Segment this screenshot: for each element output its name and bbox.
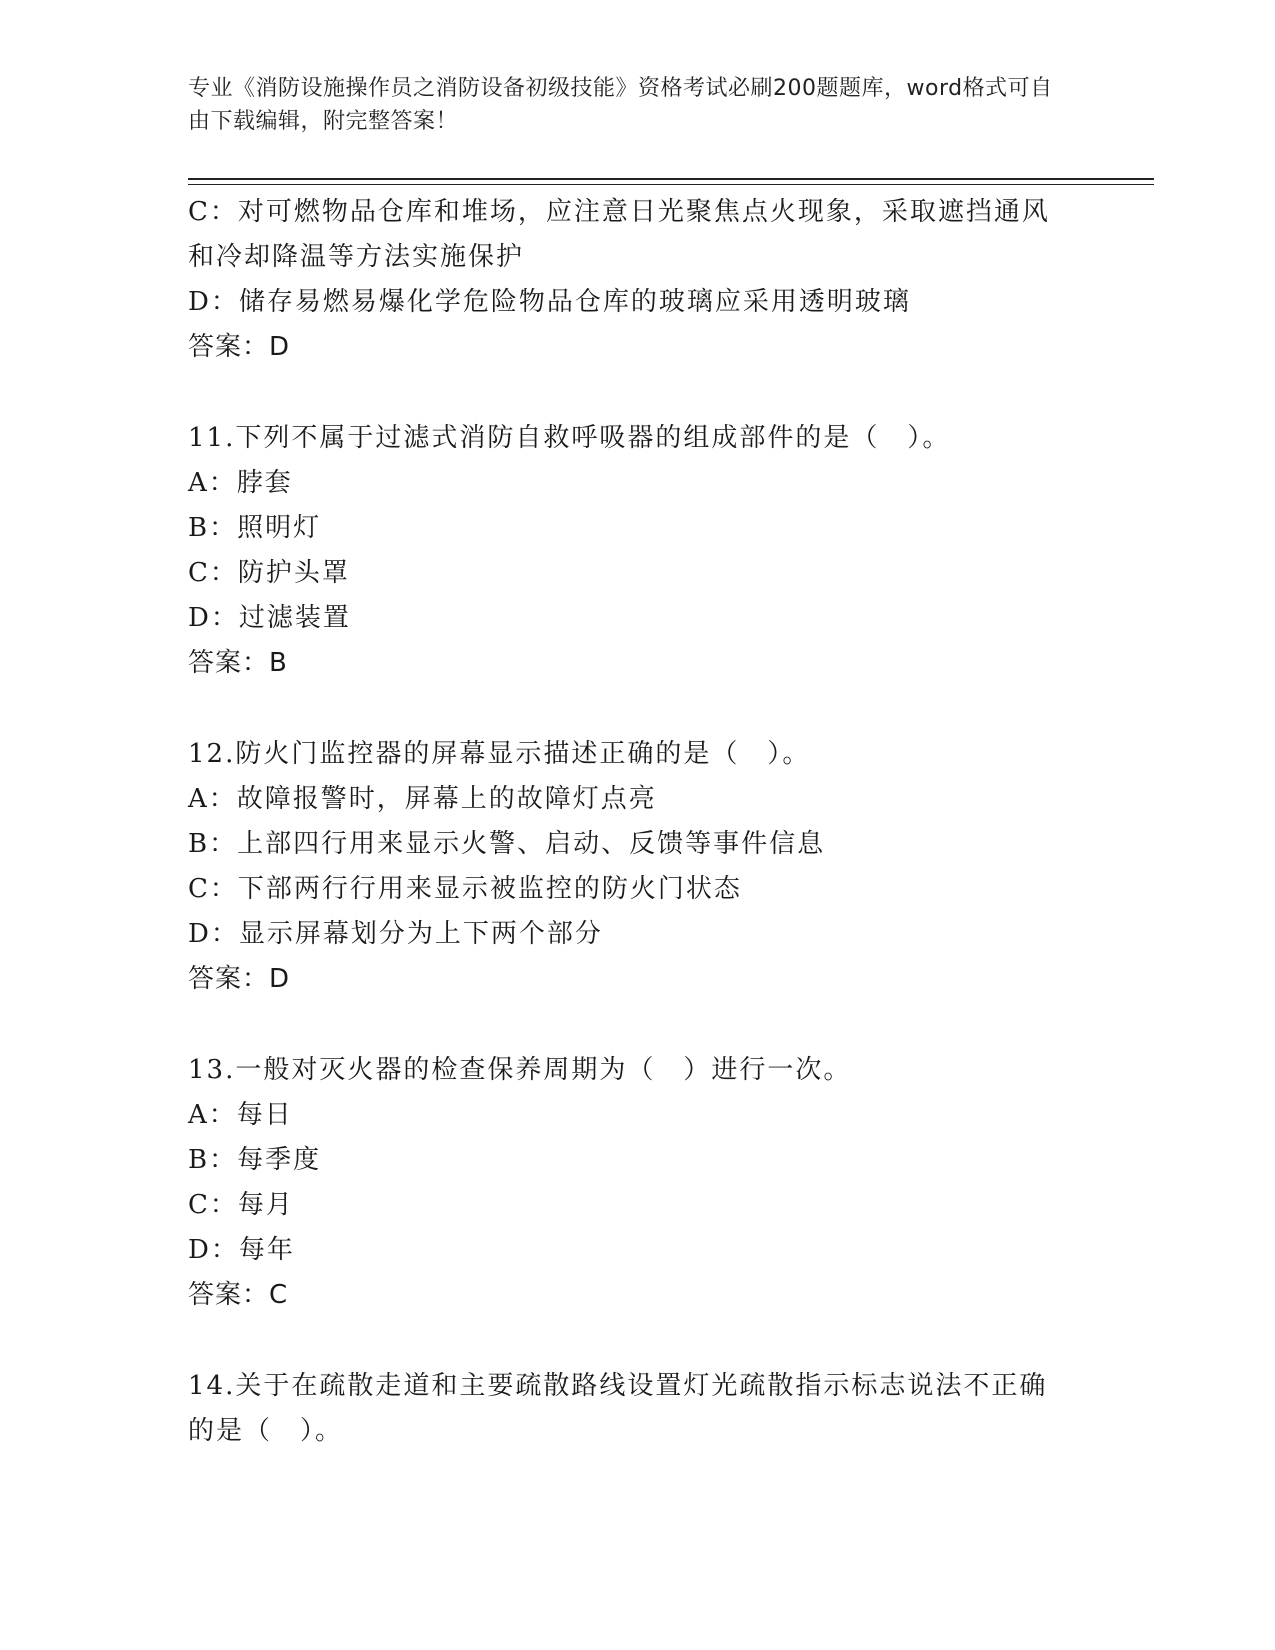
question-stem: 13.一般对灭火器的检查保养周期为（ ）进行一次。 <box>188 1055 852 1085</box>
question-14 <box>188 1364 1088 1454</box>
answer-line: 答案：C <box>188 1280 289 1310</box>
question-stem: 11.下列不属于过滤式消防自救呼吸器的组成部件的是（ ）。 <box>188 423 951 453</box>
option-b: B：每季度 <box>188 1145 322 1175</box>
header-divider-thin <box>188 184 1154 185</box>
option-d: D：每年 <box>188 1235 295 1265</box>
document-header: 专业《消防设施操作员之消防设备初级技能》资格考试必刷200题题库，word格式可自由下载编辑，附完整答案！ <box>188 76 1053 134</box>
option-d: D：显示屏幕划分为上下两个部分 <box>188 919 603 949</box>
question-stem: 14.关于在疏散走道和主要疏散路线设置灯光疏散指示标志说法不正确的是（ ）。 <box>188 1371 1048 1446</box>
option-d: D：储存易燃易爆化学危险物品仓库的玻璃应采用透明玻璃 <box>188 287 911 317</box>
answer-line: 答案：D <box>188 332 291 362</box>
answer-line: 答案：B <box>188 648 288 678</box>
option-c: C：每月 <box>188 1190 294 1220</box>
option-c: C：对可燃物品仓库和堆场，应注意日光聚焦点火现象，采取遮挡通风和冷却降温等方法实施保护 <box>188 197 1050 272</box>
option-c: C：防护头罩 <box>188 558 350 588</box>
question-12 <box>188 732 1088 1002</box>
option-a: A：每日 <box>188 1100 293 1130</box>
option-a: A：故障报警时，屏幕上的故障灯点亮 <box>188 784 657 814</box>
answer-line: 答案：D <box>188 964 291 994</box>
question-stem: 12.防火门监控器的屏幕显示描述正确的是（ ）。 <box>188 739 811 769</box>
option-a: A：脖套 <box>188 468 293 498</box>
option-c: C：下部两行行用来显示被监控的防火门状态 <box>188 874 742 904</box>
previous-question-tail <box>188 190 1088 370</box>
option-b: B：上部四行用来显示火警、启动、反馈等事件信息 <box>188 829 826 859</box>
question-13 <box>188 1048 1088 1318</box>
option-d: D：过滤装置 <box>188 603 351 633</box>
option-b: B：照明灯 <box>188 513 322 543</box>
header-divider-thick <box>188 178 1154 180</box>
question-content <box>188 190 1088 1454</box>
question-11 <box>188 416 1088 686</box>
